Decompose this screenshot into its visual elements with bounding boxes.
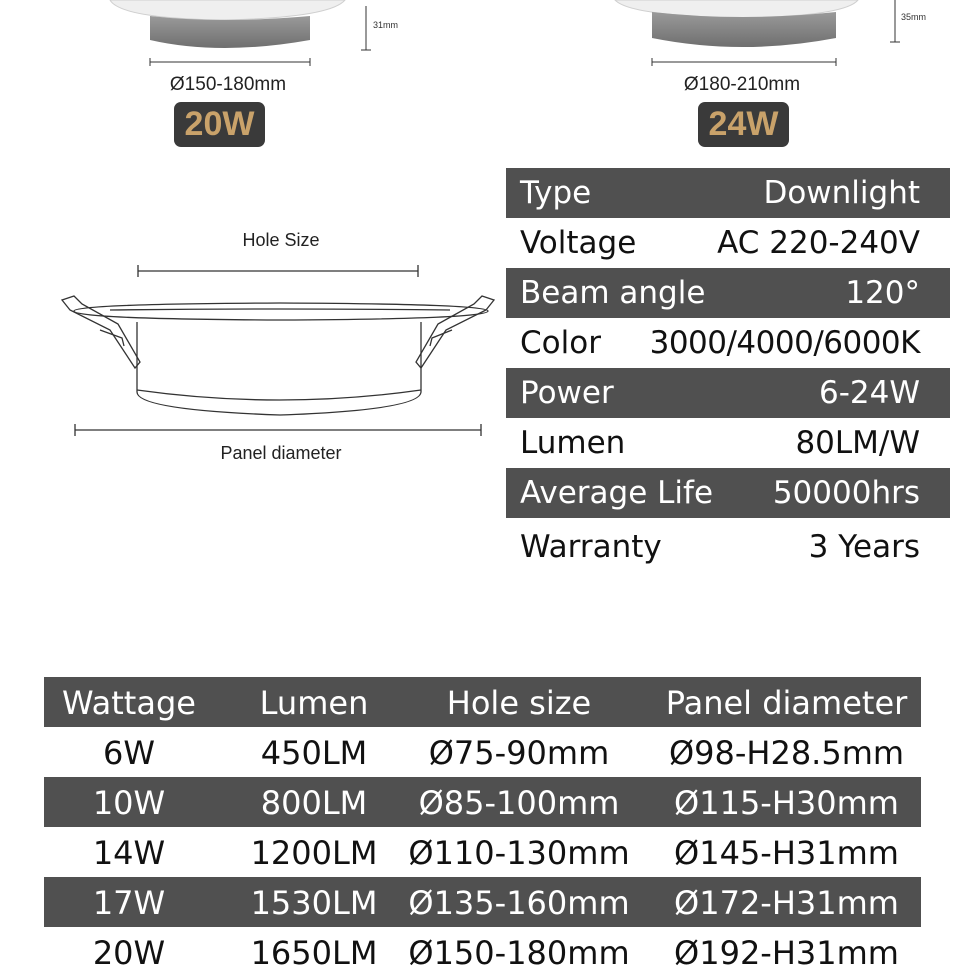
header-cell: Panel diameter [665,684,908,722]
spec-value: 3000/4000/6000K [649,325,920,361]
table-cell: Ø192-H31mm [674,934,899,972]
table-cell: Ø75-90mm [428,734,610,772]
diameter-label-24w: Ø180-210mm [683,74,801,95]
table-cell: 6W [103,734,155,772]
table-cell: Ø110-130mm [408,834,630,872]
product-preview-24w [480,0,960,160]
diameter-label-20w: Ø150-180mm [169,74,287,95]
header-cell: Lumen [259,684,369,722]
table-cell: 20W [92,934,166,972]
panel-diameter-label: Panel diameter [220,443,342,463]
spec-label: Lumen [520,425,626,461]
spec-value: 50000hrs [772,475,920,511]
spec-row-average-life [506,468,950,518]
table-cell: Ø145-H31mm [674,834,899,872]
table-row [44,777,921,827]
table-cell: Ø172-H31mm [674,884,899,922]
spec-value: 6-24W [818,375,920,411]
wattage-table-header [44,677,921,727]
table-cell: 800LM [260,784,368,822]
spec-label: Beam angle [520,275,706,311]
table-cell: Ø135-160mm [408,884,630,922]
product-preview-20w [0,0,480,160]
table-cell: 14W [92,834,166,872]
height-label-20w: 31mm [373,20,399,30]
spec-label: Warranty [520,529,662,565]
table-row [44,827,921,877]
spec-value: AC 220-240V [717,225,920,261]
spec-row-beam-angle [506,268,950,318]
table-cell: Ø98-H28.5mm [668,734,905,772]
height-label-24w: 35mm [901,12,927,22]
spec-row-voltage [506,218,950,268]
spec-row-warranty [506,522,950,572]
table-cell: 10W [92,784,166,822]
table-cell: Ø150-180mm [408,934,630,972]
spec-label: Voltage [520,225,637,261]
header-cell: Hole size [446,684,592,722]
downlight-dimension-diagram [40,260,540,460]
spec-label: Color [520,325,601,361]
spec-value: 3 Years [808,529,920,565]
table-row [44,727,921,777]
spec-label: Average Life [520,475,714,511]
table-row [44,877,921,927]
spec-value: Downlight [763,175,920,211]
table-cell: Ø115-H30mm [674,784,899,822]
spec-row-lumen [506,418,950,468]
spec-row-power [506,368,950,418]
table-cell: 1200LM [250,834,378,872]
spec-row-type [506,168,950,218]
table-cell: 450LM [260,734,368,772]
hole-size-label: Hole Size [242,230,320,250]
spec-value: 80LM/W [795,425,920,461]
header-cell: Wattage [62,684,196,722]
wattage-badge-24w: 24W [698,102,789,147]
spec-label: Power [520,375,614,411]
table-cell: 1650LM [250,934,378,972]
spec-label: Type [520,175,592,211]
wattage-badge-20w: 20W [174,102,265,147]
spec-row-color [506,318,950,368]
table-cell: 1530LM [250,884,378,922]
spec-value: 120° [845,275,920,311]
table-row [44,927,921,977]
table-cell: 17W [92,884,166,922]
table-cell: Ø85-100mm [418,784,620,822]
